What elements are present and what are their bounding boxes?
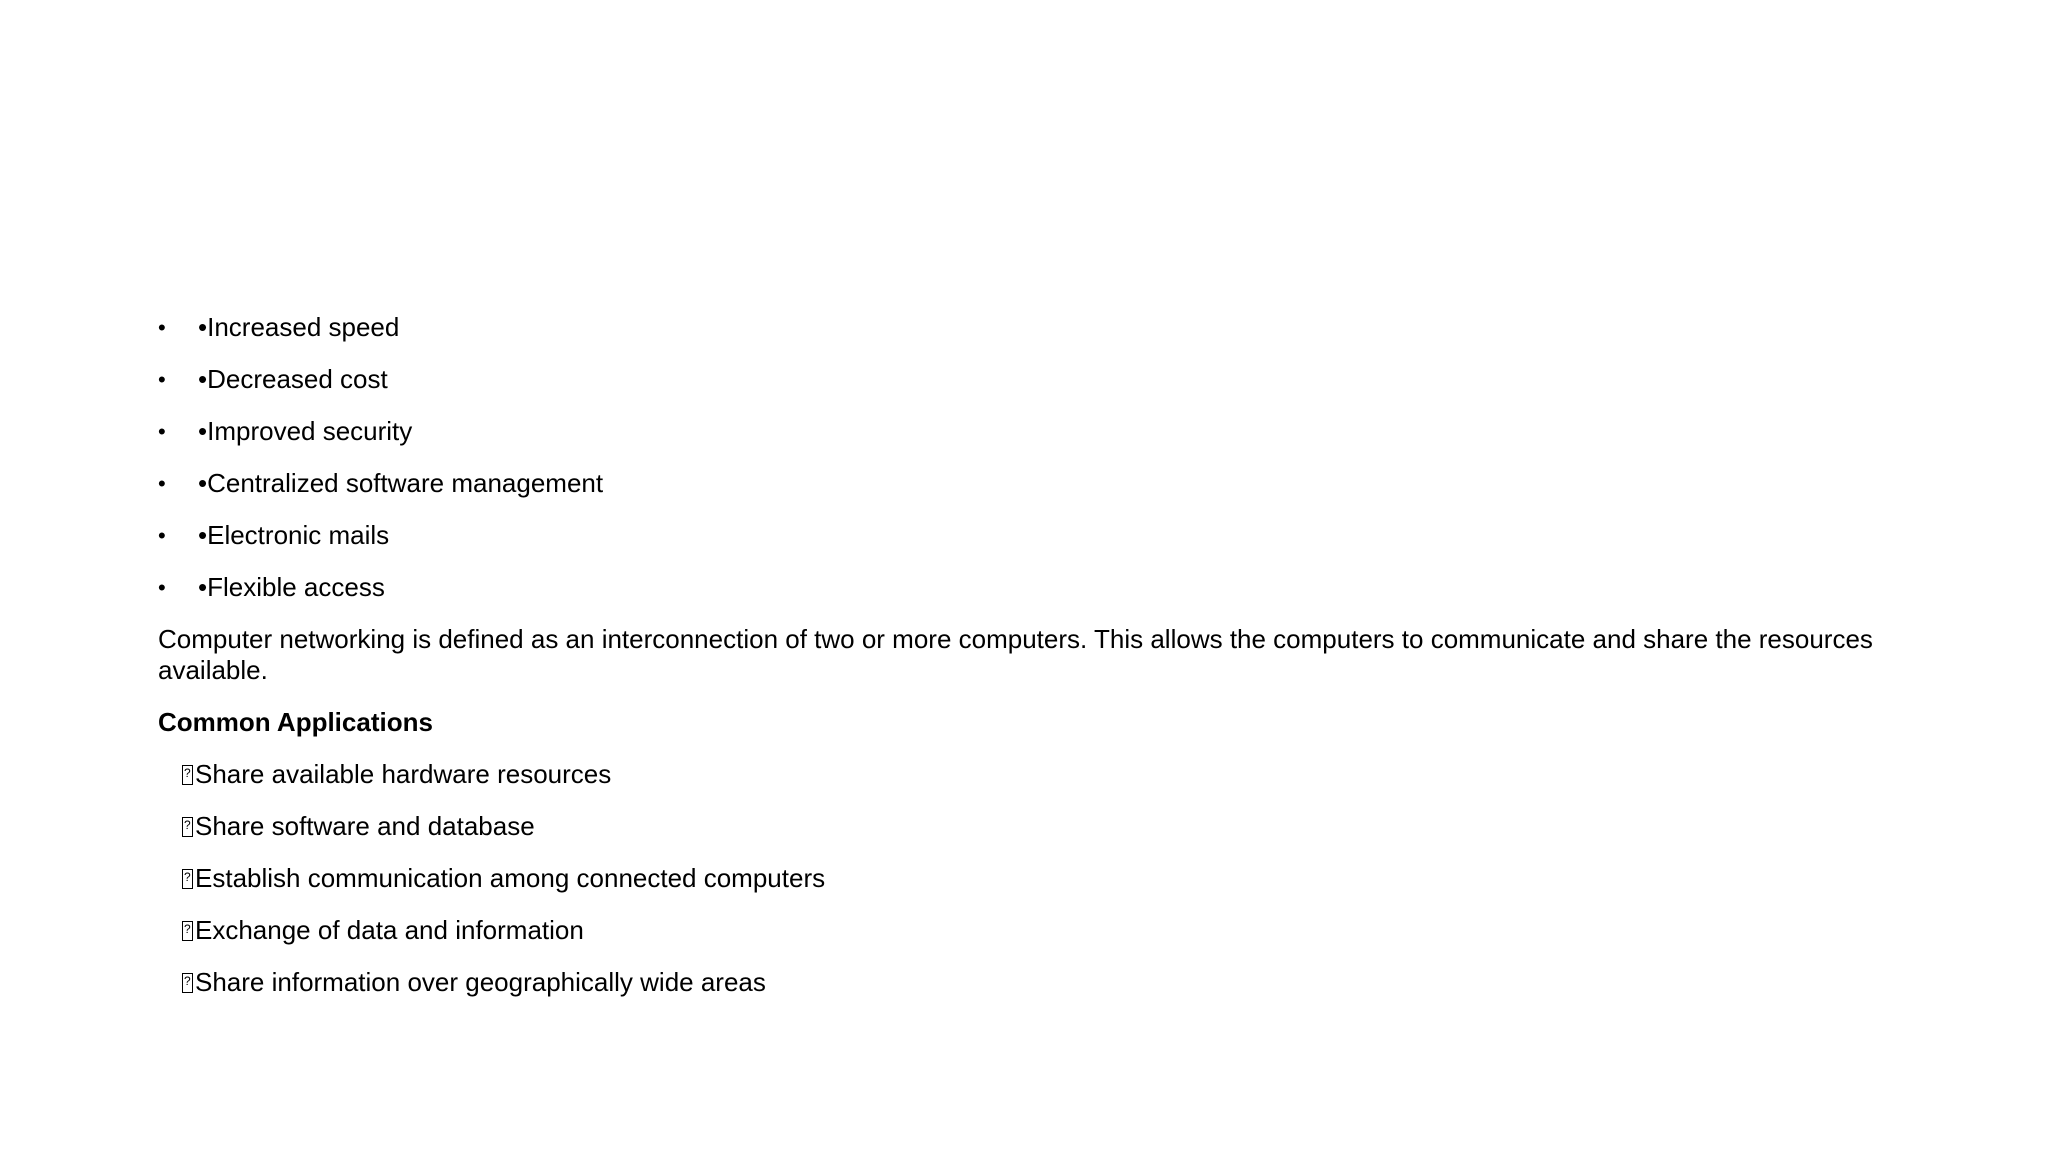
applications-list <box>158 759 1918 1019</box>
list-item-text: •Electronic mails <box>198 520 390 550</box>
list-item-text: •Centralized software management <box>198 468 604 498</box>
list-item <box>158 416 1918 468</box>
bullet-icon: • <box>158 471 166 496</box>
list-item-text: Share information over geographically wide areas <box>195 967 766 997</box>
missing-glyph-icon <box>182 921 193 941</box>
list-item-text: •Flexible access <box>198 572 385 602</box>
list-item <box>158 520 1918 572</box>
list-item-text: •Decreased cost <box>198 364 388 394</box>
list-item <box>182 863 1918 915</box>
list-item <box>158 572 1918 624</box>
applications-heading: Common Applications <box>158 707 433 737</box>
definition-paragraph: Computer networking is defined as an interconnection of two or more computers. This allows the computers to communicate and share the resources available. <box>158 624 1873 685</box>
list-item <box>158 468 1918 520</box>
bullet-icon: • <box>158 419 166 444</box>
list-item-text: •Increased speed <box>198 312 400 342</box>
slide-content <box>158 312 1918 1019</box>
missing-glyph-icon <box>182 973 193 993</box>
list-item <box>182 759 1918 811</box>
list-item <box>182 915 1918 967</box>
bullet-icon: • <box>158 575 166 600</box>
missing-glyph-icon <box>182 817 193 837</box>
list-item-text: Exchange of data and information <box>195 915 584 945</box>
list-item-text: Share software and database <box>195 811 535 841</box>
bullet-icon: • <box>158 315 166 340</box>
list-item <box>182 967 1918 1019</box>
list-item-text: •Improved security <box>198 416 413 446</box>
list-item <box>158 364 1918 416</box>
list-item <box>158 312 1918 364</box>
missing-glyph-icon <box>182 869 193 889</box>
missing-glyph-icon <box>182 765 193 785</box>
list-item-text: Share available hardware resources <box>195 759 612 789</box>
advantages-list <box>158 312 1918 624</box>
list-item-text: Establish communication among connected computers <box>195 863 826 893</box>
bullet-icon: • <box>158 367 166 392</box>
list-item <box>182 811 1918 863</box>
bullet-icon: • <box>158 523 166 548</box>
